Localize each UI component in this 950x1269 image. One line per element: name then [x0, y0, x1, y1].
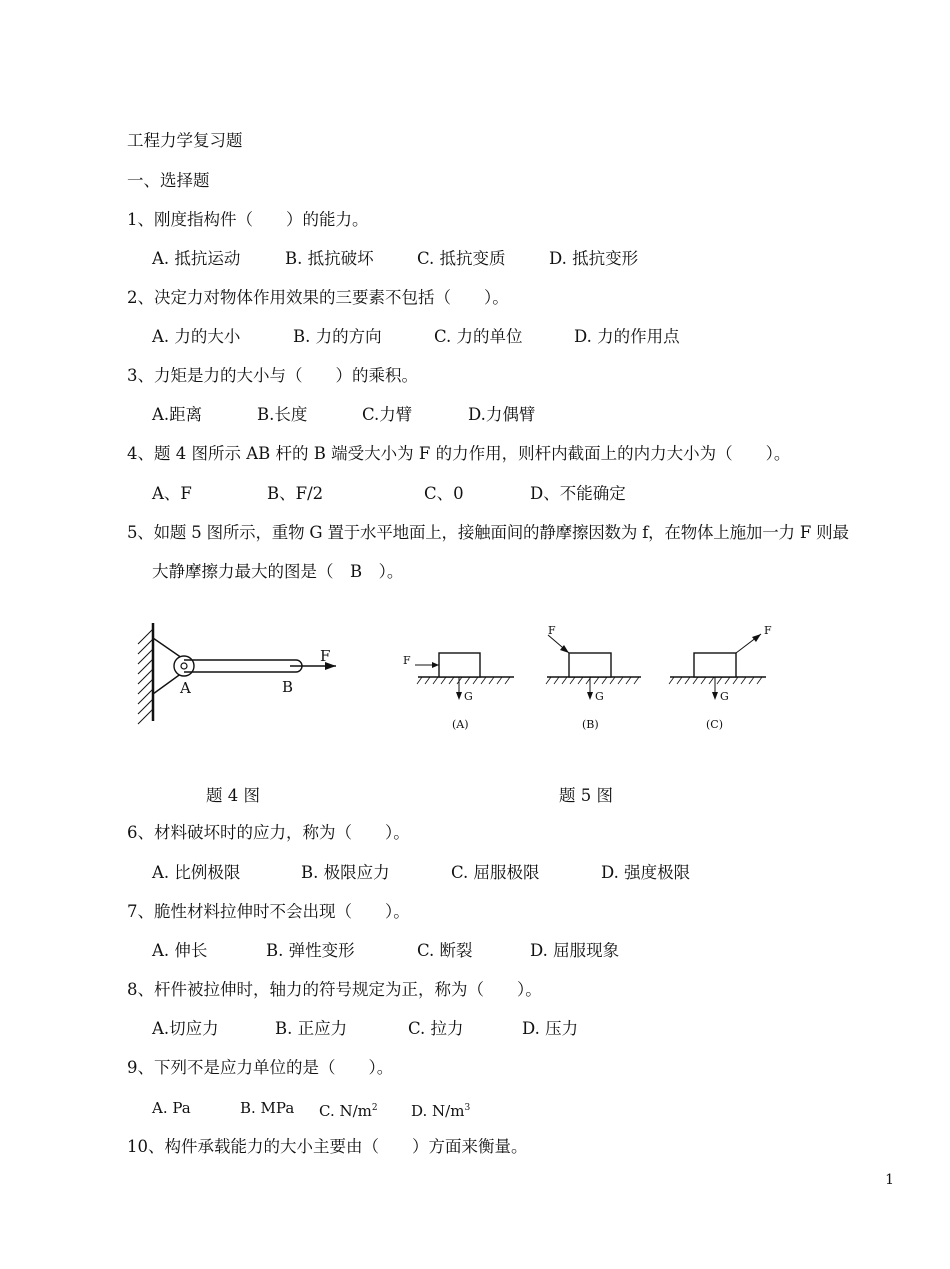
- figure-5-panel-a: [403, 653, 514, 731]
- option: B. 力的方向: [293, 327, 382, 346]
- superscript: 3: [464, 1103, 471, 1113]
- superscript: 2: [371, 1103, 378, 1113]
- figure-5: [398, 620, 788, 740]
- question-2-stem: 2、决定力对物体作用效果的三要素不包括（ ）。: [127, 288, 509, 307]
- question-5-stem: 5、如题 5 图所示，重物 G 置于水平地面上，接触面间的静摩擦因数为 f，在物体上施加一力 F 则最: [127, 523, 849, 542]
- option: A. 伸长: [152, 941, 208, 960]
- question-9-stem: 9、下列不是应力单位的是（ ）。: [127, 1058, 394, 1077]
- option: C、0: [424, 484, 464, 503]
- question-1-stem: 1、刚度指构件（ ）的能力。: [127, 210, 369, 229]
- option: A.距离: [152, 405, 203, 424]
- option: D. 抵抗变形: [549, 249, 639, 268]
- question-8-stem: 8、杆件被拉伸时，轴力的符号规定为正，称为（ ）。: [127, 980, 542, 999]
- option: D.力偶臂: [468, 405, 536, 424]
- option: C. 力的单位: [434, 327, 523, 346]
- question-7-stem: 7、脆性材料拉伸时不会出现（ ）。: [127, 902, 410, 921]
- question-3-stem: 3、力矩是力的大小与（ ）的乘积。: [127, 366, 418, 385]
- option: D、不能确定: [530, 484, 626, 503]
- page-number: 1: [885, 1172, 894, 1188]
- option: C.力臂: [362, 405, 413, 424]
- force-label: F: [548, 624, 556, 637]
- page-title: 工程力学复习题: [127, 131, 243, 150]
- figure-5-panel-b: [546, 624, 641, 731]
- option: A. 力的大小: [152, 327, 241, 346]
- option: D. 强度极限: [601, 863, 691, 882]
- option-text: D. N/m: [411, 1102, 465, 1120]
- label-F: F: [320, 647, 331, 665]
- weight-label: G: [595, 690, 604, 703]
- panel-tag: (C): [706, 718, 723, 731]
- option: A. Pa: [152, 1099, 191, 1117]
- label-B: B: [282, 678, 294, 696]
- panel-tag: (B): [582, 718, 599, 731]
- option: B. 抵抗破坏: [285, 249, 374, 268]
- option: B. 正应力: [275, 1019, 348, 1038]
- force-label: F: [403, 654, 411, 667]
- section-heading: 一、选择题: [127, 171, 210, 190]
- option: A. 抵抗运动: [152, 249, 241, 268]
- panel-tag: (A): [452, 718, 469, 731]
- figure-5-caption: 题 5 图: [559, 786, 613, 805]
- option: D. 屈服现象: [530, 941, 620, 960]
- weight-label: G: [464, 690, 473, 703]
- question-6-stem: 6、材料破坏时的应力，称为（ ）。: [127, 823, 410, 842]
- option: B.长度: [257, 405, 308, 424]
- option: [319, 1097, 378, 1122]
- option: B. 极限应力: [301, 863, 390, 882]
- option-text: C. N/m: [319, 1102, 372, 1120]
- option: A. 比例极限: [152, 863, 241, 882]
- option: B、F/2: [267, 484, 324, 503]
- option: D. 力的作用点: [574, 327, 680, 346]
- option: C. 断裂: [417, 941, 473, 960]
- option: C. 拉力: [408, 1019, 464, 1038]
- question-10-stem: 10、构件承载能力的大小主要由（ ）方面来衡量。: [127, 1137, 528, 1156]
- option: B. MPa: [240, 1099, 295, 1117]
- figure-4: [120, 615, 345, 730]
- option: [411, 1097, 470, 1122]
- label-A: A: [180, 679, 191, 697]
- option: B. 弹性变形: [266, 941, 355, 960]
- question-4-stem: 4、题 4 图所示 AB 杆的 B 端受大小为 F 的力作用，则杆内截面上的内力大小为（ ）。: [127, 444, 791, 463]
- option: C. 抵抗变质: [417, 249, 506, 268]
- option: D. 压力: [522, 1019, 579, 1038]
- option: A.切应力: [152, 1019, 219, 1038]
- option: C. 屈服极限: [451, 863, 540, 882]
- figure-4-caption: 题 4 图: [206, 786, 260, 805]
- figure-5-panel-c: [669, 624, 772, 731]
- question-5-stem-continued: 大静摩擦力最大的图是（ B ）。: [152, 562, 404, 581]
- force-label: F: [764, 624, 772, 637]
- option: A、F: [152, 484, 192, 503]
- weight-label: G: [720, 690, 729, 703]
